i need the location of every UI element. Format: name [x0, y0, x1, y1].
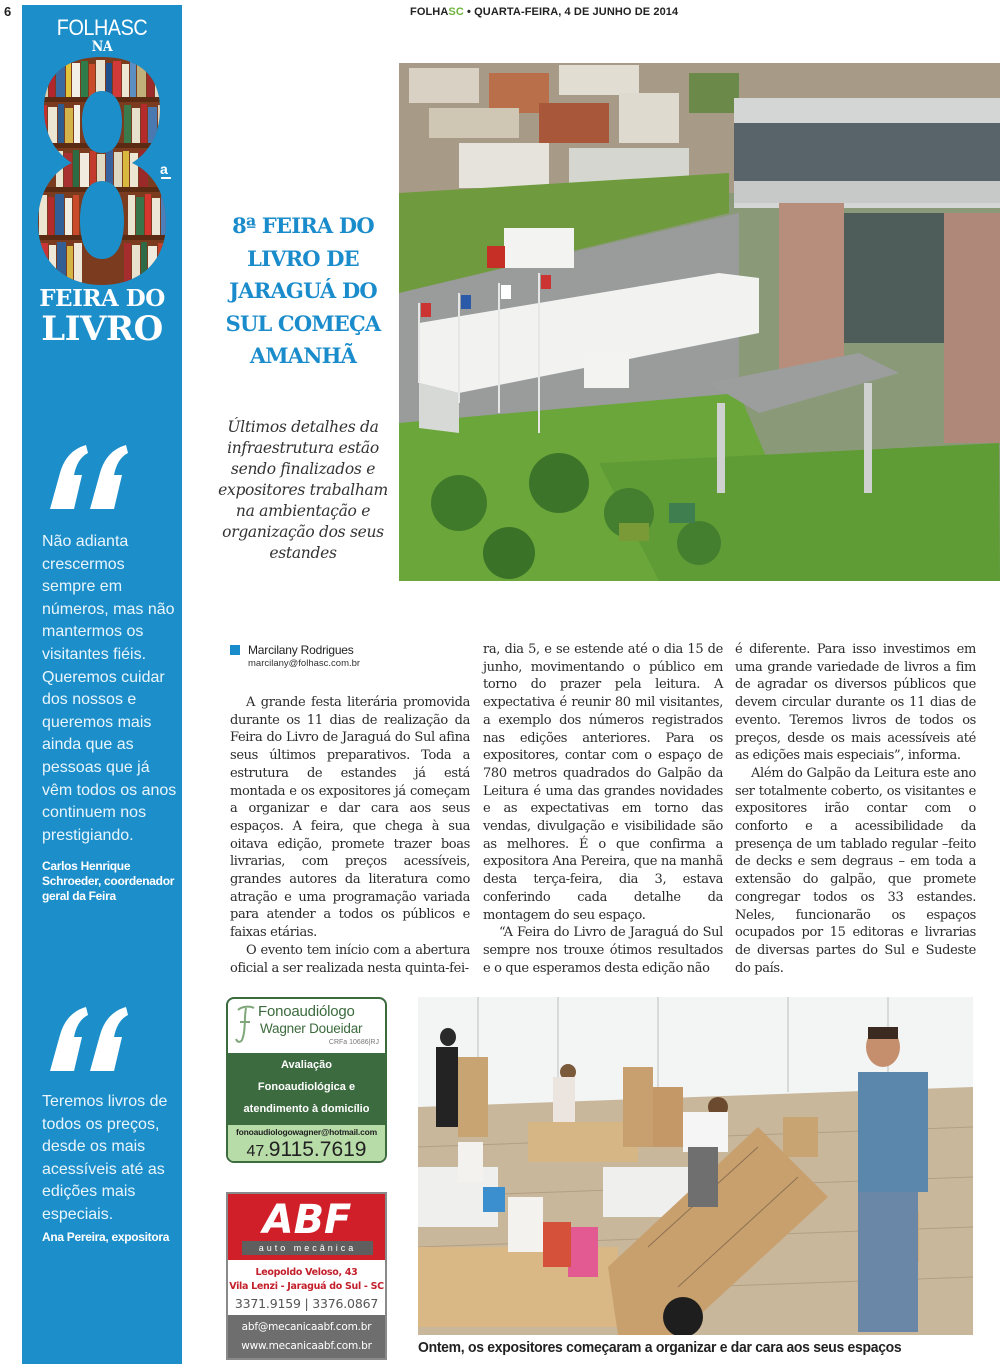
ad-fono-registration: CRFa 10686|RJ [328, 1039, 379, 1046]
ad-fono-service-2: Fonoaudiológica e [257, 1081, 356, 1093]
quote-open-icon [40, 1005, 130, 1075]
sidebar [22, 5, 182, 1364]
ad-fono-service-3: atendimento à domicílio [243, 1103, 370, 1115]
pull-quote-1-author: Carlos Henrique Schroeder, coordenador geral da Feira [42, 859, 175, 903]
ad-abf-contact [228, 1315, 385, 1360]
article-paragraph: ra, dia 5, e se estende até o dia 15 de junho, movimentando o público em torno do prazer pela leitura. A expectativa é reunir 80 mil visitantes, a exemplo dos números registrados nas edições anteriores. Para os expositores, contar com o espaço de 780 metros quadrados do Galpão da Leitura é uma das grandes novidades e as expectativas em torno das vendas, divulgação e visibilidade são as melhores. É o que confirma a expositora Ana Pereira, que na manhã desta terça-feira, dia 3, estava conferindo cada detalhe da montagem do seu espaço. [483, 642, 723, 923]
article-column-1 [230, 694, 470, 977]
byline-square-icon [230, 645, 240, 655]
ad-abf-subtitle: auto mecânica [242, 1241, 373, 1255]
article-paragraph: A grande festa literária promovida durante os 11 dias de realização da Feira do Livro de Jaraguá do Sul afina seus últimos preparativos. Toda a estrutura de estandes já está montada e os expositores já começam a organizar e dar cara aos seus espaços. A feira, que chega à sua oitava edição, promete trazer boas livrarias, com preços acessíveis, grandes autores da literatura como atração e uma programação variada para atender a todos os públicos e faixas etárias. [230, 695, 470, 941]
page-header [410, 6, 678, 18]
ad-abf-email[interactable]: abf@mecanicaabf.com.br [241, 1321, 372, 1333]
ad-fono-phone-number: 9115.7619 [268, 1138, 367, 1161]
header-brand: FOLHA [410, 6, 449, 18]
article-column-2 [483, 641, 723, 977]
ad-abf-auto-mecanica[interactable] [226, 1192, 387, 1360]
pull-quote-1: Não adianta crescermos sempre em números, mas não mantermos os visitantes fiéis. Queremos cuidar dos nossos e queremos mais ainda que as pessoas que já vêm todos os anos continuem nos prestigiando. [42, 533, 177, 844]
ad-fono-email[interactable]: fonoaudiologowagner@hotmail.com [236, 1127, 377, 1137]
ad-abf-phones: 3371.9159 | 3376.0867 [234, 1296, 379, 1311]
header-brand-accent: SC [448, 6, 464, 18]
ad-abf-header [228, 1194, 385, 1260]
abf-logo [236, 1197, 378, 1239]
page-number: 6 [4, 4, 12, 19]
sidebar-title-line2: LIVRO [41, 309, 163, 349]
ordinal-underline [161, 177, 171, 179]
byline-author: Marcilany Rodrigues [248, 643, 354, 657]
ad-fono-phone-prefix: 47. [246, 1143, 269, 1160]
ad-abf-website[interactable]: www.mecanicaabf.com.br [241, 1340, 372, 1352]
ad-fono-service-1: Avaliação [281, 1059, 332, 1071]
ad-fono-header [228, 999, 385, 1053]
article-column-3 [735, 641, 976, 977]
header-separator: • [467, 6, 471, 18]
fono-f-logo-icon [234, 1004, 256, 1044]
ad-fono-name: Wagner Doueidar [260, 1021, 363, 1036]
ordinal-suffix: a [160, 161, 168, 177]
byline-email[interactable]: marcilany@folhasc.com.br [248, 658, 361, 669]
ad-fono-services [228, 1053, 385, 1125]
ad-fonoaudiologo[interactable] [226, 997, 387, 1163]
article-paragraph: Além do Galpão da Leitura este ano ser totalmente coberto, os visitantes e expositores irão contar com o conforto e a acessibilidade da presença de um tablado regular –feito de decks e sem degraus – em toda a extensão do galpão, que promete congregar todos os 33 estandes. Neles, funcionarão os espaços ocupados por 15 editoras e livrarias de diversas partes do Sul e Sudeste do país. [735, 765, 976, 976]
article-paragraph: é diferente. Para isso investimos em uma grande variedade de livros a fim de agradar os diversos públicos que devem circular durante os 11 dias de evento. Teremos livros de todos os preços, desde os mais acessíveis até as edições mais especiais”, informa. [735, 642, 976, 764]
sidebar-brand-na: NA [91, 39, 113, 55]
ad-fono-contact [228, 1125, 385, 1163]
sidebar-brand [30, 15, 174, 55]
exhibitors-photo-illustration [418, 997, 973, 1335]
sidebar-brand-main: FOLHA [56, 15, 121, 40]
abf-logo-text: ABF [262, 1197, 352, 1239]
ad-fono-title: Fonoaudiólogo [258, 1003, 355, 1020]
article-subhead: Últimos detalhes da infraestrutura estão sendo finalizados e expositores trabalham na ambientação e organização dos seus estandes [218, 418, 388, 562]
exhibitors-photo [418, 997, 973, 1335]
quote-open-icon [40, 443, 130, 513]
ad-fono-phone [228, 1138, 385, 1163]
sidebar-title-line1: FEIRA DO [39, 285, 165, 312]
aerial-photo-illustration [399, 63, 1000, 581]
article-paragraph: “A Feira do Livro de Jaraguá do Sul sempre nos trouxe ótimos resultados e o que esperamos desta edição não [483, 925, 723, 976]
sidebar-title [22, 287, 182, 347]
pull-quote-2: Teremos livros de todos os preços, desde os mais acessíveis até as edições mais especiais. [42, 1093, 168, 1223]
article-paragraph: O evento tem início com a abertura oficial a ser realizada nesta quinta-fei- [230, 942, 470, 976]
bookshelf-eight-logo [36, 55, 168, 287]
photo-caption: Ontem, os expositores começaram a organizar e dar cara aos seus espaços [418, 1339, 902, 1356]
ad-abf-address [228, 1266, 385, 1294]
ad-abf-address-2: Vila Lenzi - Jaraguá do Sul - SC [229, 1281, 384, 1292]
pull-quote-2-author: Ana Pereira, expositora [42, 1230, 170, 1244]
aerial-photo [399, 63, 1000, 581]
sidebar-brand-accent: SC [120, 15, 148, 40]
ad-abf-address-1: Leopoldo Veloso, 43 [255, 1267, 358, 1278]
header-date: QUARTA-FEIRA, 4 DE JUNHO DE 2014 [474, 6, 679, 18]
article-headline: 8ª FEIRA DO LIVRO DE JARAGUÁ DO SUL COMEÇA AMANHÃ [225, 213, 381, 368]
